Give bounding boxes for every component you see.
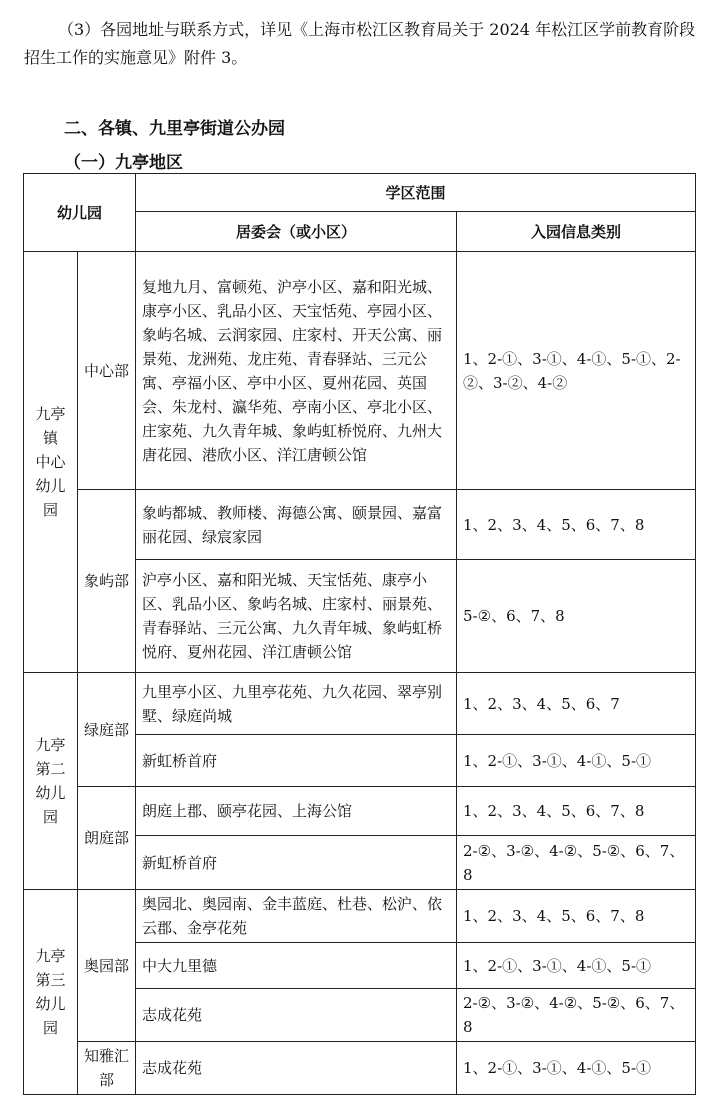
header-residence: 居委会（或小区） [136,212,457,252]
enrollment-category: 1、2-①、3-①、4-①、5-①、2-②、3-②、4-② [457,252,696,490]
residence-list: 奥园北、奥园南、金丰蓝庭、杜巷、松沪、依云郡、金亭花苑 [136,890,457,943]
enrollment-category: 2-②、3-②、4-②、5-②、6、7、8 [457,989,696,1042]
table-row [24,787,696,836]
table-row [24,890,696,943]
table-row [24,1042,696,1095]
branch-name: 朗庭部 [78,787,136,890]
enrollment-table [23,173,696,1095]
branch-name: 象屿部 [78,490,136,673]
kindergarten-name: 九亭 第三 幼儿园 [24,890,78,1095]
residence-list: 复地九月、富顿苑、沪亭小区、嘉和阳光城、康亭小区、乳品小区、天宝恬苑、亭园小区、象屿名城、云润家园、庄家村、开天公寓、丽景苑、龙洲苑、龙庄苑、青春驿站、三元公寓、亭福小区、亭中小区、夏州花园、英国会、朱龙村、瀛华苑、亭南小区、亭北小区、庄家苑、九久青年城、象屿虹桥悦府、九州大唐花园、港欣小区、洋江唐顿公馆 [136,252,457,490]
enrollment-category: 5-②、6、7、8 [457,560,696,673]
residence-list: 新虹桥首府 [136,735,457,787]
enrollment-category: 1、2-①、3-①、4-①、5-① [457,735,696,787]
branch-name: 中心部 [78,252,136,490]
header-kindergarten: 幼儿园 [24,174,136,252]
residence-list: 志成花苑 [136,989,457,1042]
branch-name: 知雅汇 部 [78,1042,136,1095]
table-row [24,490,696,560]
section-heading: 二、各镇、九里亭街道公办园 [64,119,285,139]
residence-list: 象屿都城、教师楼、海德公寓、颐景园、嘉富丽花园、绿宸家园 [136,490,457,560]
enrollment-category: 1、2、3、4、5、6、7 [457,673,696,735]
header-category: 入园信息类别 [457,212,696,252]
enrollment-category: 1、2、3、4、5、6、7、8 [457,890,696,943]
residence-list: 志成花苑 [136,1042,457,1095]
table-row [24,673,696,735]
header-district: 学区范围 [136,174,696,212]
subsection-heading: （一）九亭地区 [64,153,183,173]
enrollment-category: 1、2-①、3-①、4-①、5-① [457,1042,696,1095]
enrollment-category: 1、2-①、3-①、4-①、5-① [457,943,696,989]
kindergarten-name: 九亭 第二 幼儿园 [24,673,78,890]
branch-name: 绿庭部 [78,673,136,787]
enrollment-category: 1、2、3、4、5、6、7、8 [457,787,696,836]
intro-paragraph: （3）各园地址与联系方式，详见《上海市松江区教育局关于 2024 年松江区学前教育阶段招生工作的实施意见》附件 3。 [24,20,696,67]
residence-list: 沪亭小区、嘉和阳光城、天宝恬苑、康亭小区、乳品小区、象屿名城、庄家村、丽景苑、青春驿站、三元公寓、九久青年城、象屿虹桥悦府、夏州花园、洋江唐顿公馆 [136,560,457,673]
enrollment-category: 2-②、3-②、4-②、5-②、6、7、8 [457,836,696,890]
residence-list: 朗庭上郡、颐亭花园、上海公馆 [136,787,457,836]
enrollment-category: 1、2、3、4、5、6、7、8 [457,490,696,560]
residence-list: 中大九里德 [136,943,457,989]
branch-name: 奥园部 [78,890,136,1042]
table-row [24,252,696,490]
kindergarten-name: 九亭镇 中心 幼儿园 [24,252,78,673]
residence-list: 新虹桥首府 [136,836,457,890]
residence-list: 九里亭小区、九里亭花苑、九久花园、翠亭别墅、绿庭尚城 [136,673,457,735]
